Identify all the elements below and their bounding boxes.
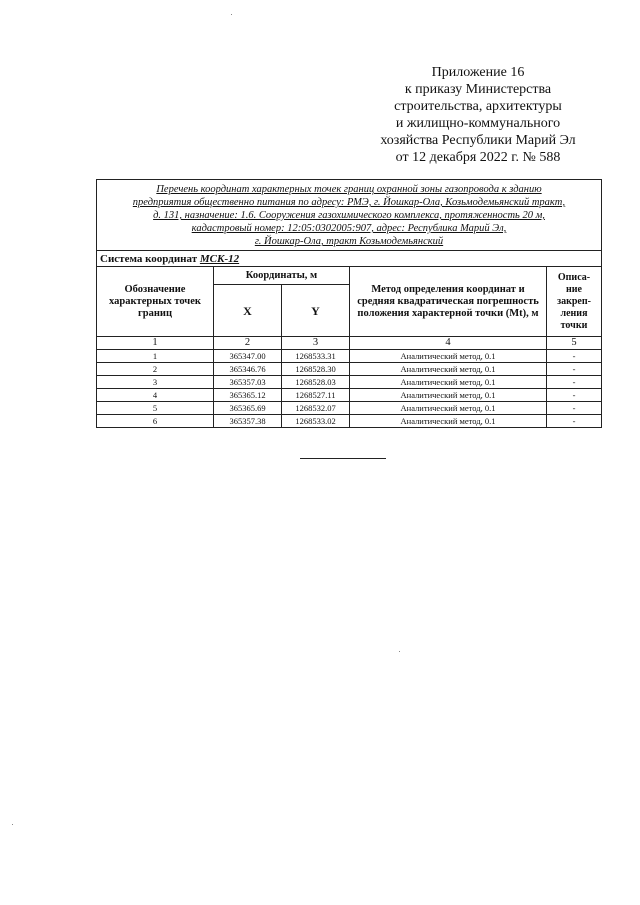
cell-y: 1268533.31 <box>282 350 350 363</box>
table-title-line: г. Йошкар-Ола, тракт Козьмодемьянский <box>254 236 444 247</box>
cell-method: Аналитический метод, 0.1 <box>350 415 547 428</box>
appendix-line: Приложение 16 <box>431 65 525 80</box>
cell-x: 365346.76 <box>214 363 282 376</box>
cell-point: 6 <box>97 415 214 428</box>
table-row <box>97 415 602 428</box>
cell-method: Аналитический метод, 0.1 <box>350 350 547 363</box>
table-row <box>97 350 602 363</box>
header-x: X <box>214 285 282 337</box>
cell-desc: - <box>547 350 602 363</box>
coordinate-system-value: МСК-12 <box>199 252 240 265</box>
cell-desc: - <box>547 402 602 415</box>
column-number: 2 <box>214 337 282 350</box>
cell-x: 365357.38 <box>214 415 282 428</box>
header-method: Метод определения координат и средняя квадратическая погрешность положения характерной точки (Mt), м <box>350 267 547 337</box>
appendix-line: строительства, архитектуры <box>394 99 562 114</box>
cell-desc: - <box>547 376 602 389</box>
column-number: 3 <box>282 337 350 350</box>
table-title-line: Перечень координат характерных точек границ охранной зоны газопровода к зданию <box>156 184 542 195</box>
coordinates-table <box>96 179 602 428</box>
cell-desc: - <box>547 363 602 376</box>
cell-desc: - <box>547 389 602 402</box>
cell-y: 1268528.30 <box>282 363 350 376</box>
column-number: 5 <box>547 337 602 350</box>
table-row <box>97 389 602 402</box>
cell-method: Аналитический метод, 0.1 <box>350 402 547 415</box>
appendix-line: к приказу Министерства <box>404 82 552 97</box>
table-title-line: кадастровый номер: 12:05:0302005:907, адрес: Республика Марий Эл, <box>191 223 507 234</box>
cell-point: 4 <box>97 389 214 402</box>
cell-x: 365357.03 <box>214 376 282 389</box>
header-designation: Обозначение характерных точек границ <box>97 267 214 337</box>
cell-point: 5 <box>97 402 214 415</box>
table-row <box>97 376 602 389</box>
column-number: 1 <box>97 337 214 350</box>
cell-y: 1268527.11 <box>282 389 350 402</box>
cell-point: 2 <box>97 363 214 376</box>
appendix-line: и жилищно-коммунального <box>395 116 561 131</box>
table-title-line: предприятия общественно питания по адресу: РМЭ, г. Йошкар-Ола, Козьмодемьянский тракт, <box>132 197 566 208</box>
cell-x: 365347.00 <box>214 350 282 363</box>
signature-line <box>300 458 386 459</box>
cell-y: 1268532.07 <box>282 402 350 415</box>
coordinate-system <box>97 251 602 267</box>
cell-method: Аналитический метод, 0.1 <box>350 376 547 389</box>
cell-desc: - <box>547 415 602 428</box>
cell-method: Аналитический метод, 0.1 <box>350 389 547 402</box>
column-numbers-row <box>97 337 602 350</box>
appendix-header <box>360 64 596 166</box>
table-row <box>97 363 602 376</box>
cell-y: 1268528.03 <box>282 376 350 389</box>
header-coordinates: Координаты, м <box>214 267 350 285</box>
cell-x: 365365.69 <box>214 402 282 415</box>
cell-method: Аналитический метод, 0.1 <box>350 363 547 376</box>
header-description: Описа-ние закреп-ления точки <box>547 267 602 337</box>
cell-point: 1 <box>97 350 214 363</box>
scan-speck <box>231 14 232 15</box>
cell-x: 365365.12 <box>214 389 282 402</box>
column-number: 4 <box>350 337 547 350</box>
table-title <box>97 180 602 251</box>
scan-speck <box>399 651 400 652</box>
table-row <box>97 402 602 415</box>
coordinate-system-label: Система координат <box>100 252 198 265</box>
appendix-line: хозяйства Республики Марий Эл <box>380 133 576 148</box>
cell-point: 3 <box>97 376 214 389</box>
appendix-line: от 12 декабря 2022 г. № 588 <box>395 150 561 165</box>
cell-y: 1268533.02 <box>282 415 350 428</box>
scan-speck <box>12 824 13 825</box>
header-y: Y <box>282 285 350 337</box>
table-title-line: д. 131, назначение: 1.6. Сооружения газохимического комплекса, протяженность 20 м, <box>153 210 545 221</box>
